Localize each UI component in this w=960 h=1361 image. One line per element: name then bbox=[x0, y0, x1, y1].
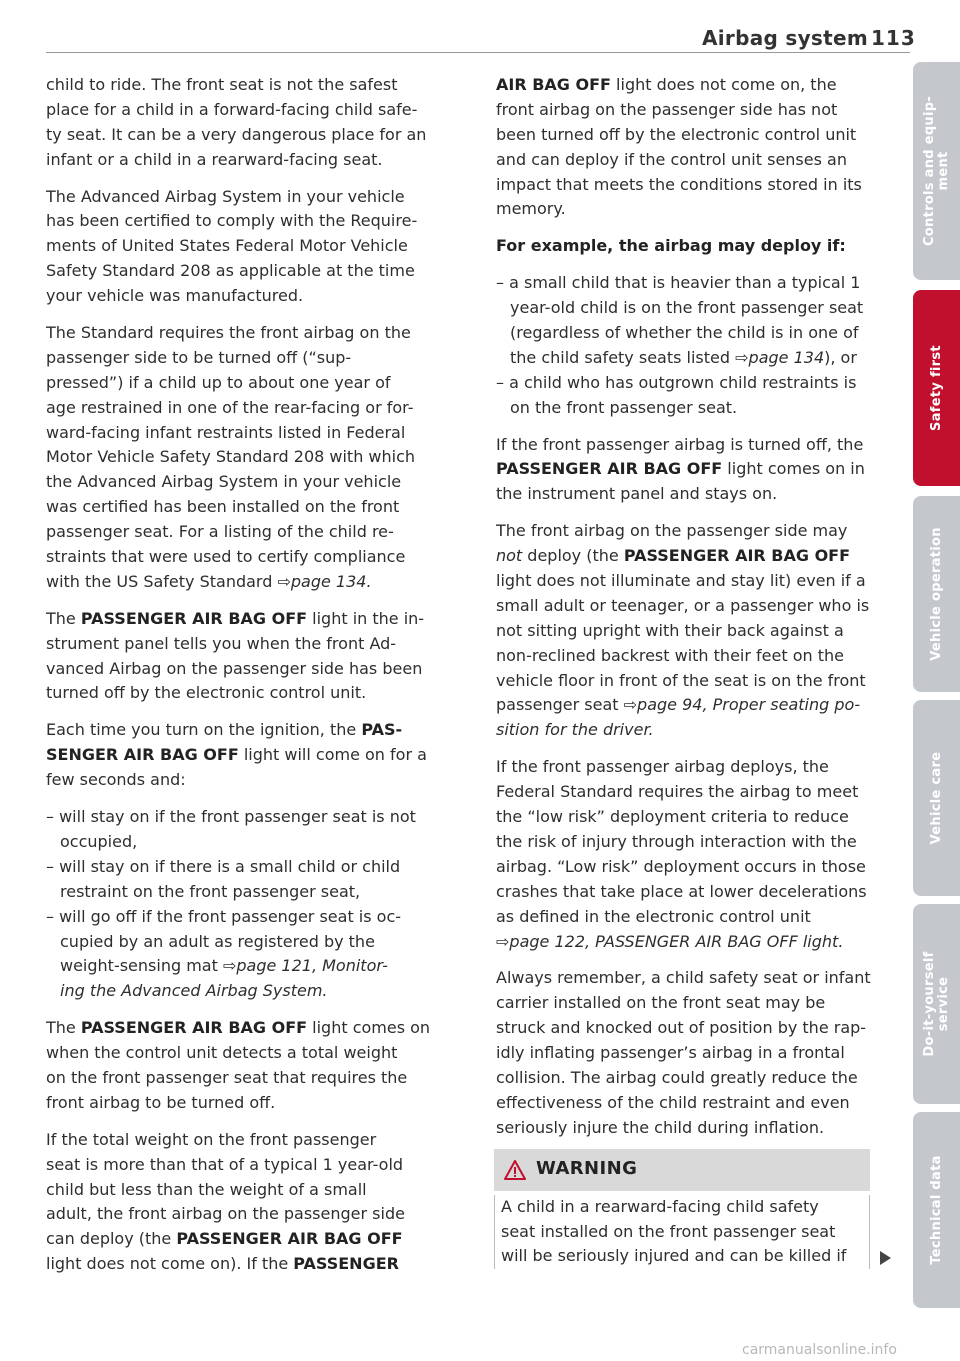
text-line: not sitting upright with their back against a bbox=[496, 620, 844, 640]
text-line: The PASSENGER AIR BAG OFF light comes on bbox=[46, 1018, 431, 1038]
text-line: infant or a child in a rearward-facing seat. bbox=[46, 149, 383, 169]
text-line: The front airbag on the passenger side may bbox=[496, 521, 848, 541]
text-line: sition for the driver. bbox=[496, 720, 654, 740]
text-line: effectiveness of the child restraint and even bbox=[496, 1092, 850, 1112]
text-line: seat is more than that of a typical 1 year-old bbox=[46, 1154, 404, 1174]
text-line: was certified has been installed on the front bbox=[46, 497, 400, 517]
warning-title: WARNING bbox=[536, 1158, 638, 1180]
text-line: carrier installed on the front seat may be bbox=[496, 993, 826, 1013]
tab-controls-and-equipment[interactable]: Controls and equip- ment bbox=[913, 62, 960, 280]
text-line: small adult or teenager, or a passenger who is bbox=[496, 595, 870, 615]
text-line: pressed”) if a child up to about one year of bbox=[46, 372, 391, 392]
chapter-title: Airbag system bbox=[702, 26, 868, 50]
list-item-cont: (regardless of whether the child is in one of bbox=[510, 323, 859, 343]
page-number: 113 bbox=[871, 26, 916, 50]
list-item-cont: the child safety seats listed ⇨page 134), or bbox=[510, 347, 857, 367]
text-line: ward-facing infant restraints listed in Federal bbox=[46, 422, 406, 442]
text-line: The PASSENGER AIR BAG OFF light in the in- bbox=[46, 608, 425, 628]
list-item: – will stay on if the front passenger seat is not bbox=[46, 807, 416, 827]
warning-line: A child in a rearward-facing child safety bbox=[501, 1196, 819, 1216]
page-link[interactable]: ⇨page 121, Monitor- bbox=[222, 956, 388, 976]
text-line: Motor Vehicle Safety Standard 208 with which bbox=[46, 447, 416, 467]
warning-line: seat installed on the front passenger seat bbox=[501, 1221, 836, 1241]
list-item: – will stay on if there is a small child or child bbox=[46, 856, 401, 876]
text-line: AIR BAG OFF light does not come on, the bbox=[496, 75, 837, 94]
continued-arrow-icon bbox=[880, 1251, 891, 1265]
page-link[interactable]: ⇨page 94, Proper seating po- bbox=[623, 695, 861, 715]
text-line: non-reclined backrest with their feet on the bbox=[496, 645, 844, 665]
text-line: age restrained in one of the rear-facing or for- bbox=[46, 397, 414, 417]
right-column bbox=[496, 73, 874, 1269]
text-line: If the total weight on the front passenger bbox=[46, 1129, 377, 1149]
list-item-cont: occupied, bbox=[60, 831, 138, 851]
text-line: passenger seat ⇨page 94, Proper seating po- bbox=[496, 695, 861, 715]
text-line: the “low risk” deployment criteria to reduce bbox=[496, 807, 849, 827]
header-divider bbox=[46, 52, 910, 53]
warning-header bbox=[494, 1149, 870, 1191]
text-line: front airbag on the passenger side has not bbox=[496, 99, 838, 119]
list-item-cont: cupied by an adult as registered by the bbox=[60, 931, 375, 951]
text-line: ments of United States Federal Motor Vehicle bbox=[46, 236, 408, 256]
text-line: vanced Airbag on the passenger side has been bbox=[46, 658, 423, 678]
text-line: Always remember, a child safety seat or infant bbox=[496, 968, 871, 988]
list-item-cont: weight-sensing mat ⇨page 121, Monitor- bbox=[60, 956, 388, 976]
text-line: as defined in the electronic control unit bbox=[496, 906, 811, 926]
text-line: been turned off by the electronic control unit bbox=[496, 124, 857, 144]
list-item: – a child who has outgrown child restraints is bbox=[496, 372, 857, 392]
text-line: light does not come on). If the PASSENGER bbox=[46, 1254, 399, 1274]
text-line: PASSENGER AIR BAG OFF light comes on in bbox=[496, 459, 865, 479]
tab-vehicle-care[interactable]: Vehicle care bbox=[913, 700, 960, 896]
tab-technical-data[interactable]: Technical data bbox=[913, 1112, 960, 1308]
text-line: memory. bbox=[496, 199, 566, 219]
text-line: straints that were used to certify compliance bbox=[46, 547, 406, 567]
text-line: front airbag to be turned off. bbox=[46, 1092, 276, 1112]
subheading: For example, the airbag may deploy if: bbox=[496, 236, 846, 256]
text-line: the Advanced Airbag System in your vehicle bbox=[46, 472, 402, 492]
text-line: Each time you turn on the ignition, the PAS- bbox=[46, 720, 403, 740]
text-line: ty seat. It can be a very dangerous place for an bbox=[46, 124, 427, 144]
text-line: the instrument panel and stays on. bbox=[496, 484, 778, 504]
text-line: impact that meets the conditions stored in its bbox=[496, 174, 862, 194]
list-item: – a small child that is heavier than a typical 1 bbox=[496, 273, 861, 293]
list-item-cont: restraint on the front passenger seat, bbox=[60, 881, 361, 901]
page-link[interactable]: ⇨page 134 bbox=[735, 347, 825, 367]
text-line: child to ride. The front seat is not the safest bbox=[46, 75, 398, 94]
list-item-cont: year-old child is on the front passenger seat bbox=[510, 298, 864, 318]
tab-vehicle-operation[interactable]: Vehicle operation bbox=[913, 496, 960, 692]
text-line: when the control unit detects a total weight bbox=[46, 1043, 398, 1063]
text-line: has been certified to comply with the Require- bbox=[46, 211, 418, 231]
text-line: Federal Standard requires the airbag to meet bbox=[496, 782, 859, 802]
text-line: not deploy (the PASSENGER AIR BAG OFF bbox=[496, 546, 851, 566]
text-line: Safety Standard 208 as applicable at the time bbox=[46, 261, 415, 281]
list-item-cont: ing the Advanced Airbag System. bbox=[60, 981, 328, 1001]
text-line: with the US Safety Standard ⇨page 134. bbox=[46, 571, 372, 591]
text-line: If the front passenger airbag deploys, the bbox=[496, 757, 829, 777]
text-line: airbag. “Low risk” deployment occurs in those bbox=[496, 856, 866, 876]
text-line: If the front passenger airbag is turned off, the bbox=[496, 434, 864, 454]
text-line: adult, the front airbag on the passenger side bbox=[46, 1204, 405, 1224]
page-link[interactable]: ⇨page 122, PASSENGER AIR BAG OFF light. bbox=[496, 931, 844, 951]
warning-line: will be seriously injured and can be killed if bbox=[501, 1246, 847, 1266]
text-line: your vehicle was manufactured. bbox=[46, 286, 304, 306]
text-line: collision. The airbag could greatly reduce the bbox=[496, 1067, 858, 1087]
text-line: vehicle floor in front of the seat is on the front bbox=[496, 670, 866, 690]
text-line: The Advanced Airbag System in your vehicle bbox=[46, 186, 405, 206]
text-line: idly inflating passenger’s airbag in a frontal bbox=[496, 1043, 845, 1063]
text-line: turned off by the electronic control unit. bbox=[46, 683, 367, 703]
watermark: carmanualsonline.info bbox=[742, 1342, 897, 1358]
text-line: light does not illuminate and stay lit) even if a bbox=[496, 571, 866, 591]
text-line: on the front passenger seat that requires the bbox=[46, 1067, 408, 1087]
left-column bbox=[46, 73, 456, 1277]
tab-safety-first[interactable]: Safety first bbox=[913, 290, 960, 486]
warning-triangle-icon bbox=[504, 1160, 526, 1180]
list-item: – will go off if the front passenger seat is oc- bbox=[46, 906, 402, 926]
text-line: SENGER AIR BAG OFF light will come on for a bbox=[46, 745, 427, 765]
text-line: The Standard requires the front airbag on the bbox=[46, 323, 411, 343]
text-line: the risk of injury through interaction with the bbox=[496, 831, 857, 851]
tab-do-it-yourself-service[interactable]: Do-it-yourself service bbox=[913, 904, 960, 1104]
text-line: strument panel tells you when the front Ad- bbox=[46, 633, 397, 653]
text-line: child but less than the weight of a small bbox=[46, 1179, 367, 1199]
page-link[interactable]: ⇨page 134. bbox=[277, 571, 372, 591]
text-line: passenger seat. For a listing of the child re- bbox=[46, 522, 394, 542]
list-item-cont: on the front passenger seat. bbox=[510, 397, 738, 417]
text-line: seriously injure the child during inflation. bbox=[496, 1117, 825, 1137]
text-line: can deploy (the PASSENGER AIR BAG OFF bbox=[46, 1229, 403, 1249]
text-line: passenger side to be turned off (“sup- bbox=[46, 347, 352, 367]
text-line: struck and knocked out of position by the rap- bbox=[496, 1018, 867, 1038]
text-line: crashes that take place at lower decelerations bbox=[496, 881, 867, 901]
warning-body bbox=[494, 1195, 870, 1270]
text-line: few seconds and: bbox=[46, 770, 186, 790]
text-line: place for a child in a forward-facing child safe- bbox=[46, 99, 418, 119]
text-line: and can deploy if the control unit senses an bbox=[496, 149, 847, 169]
